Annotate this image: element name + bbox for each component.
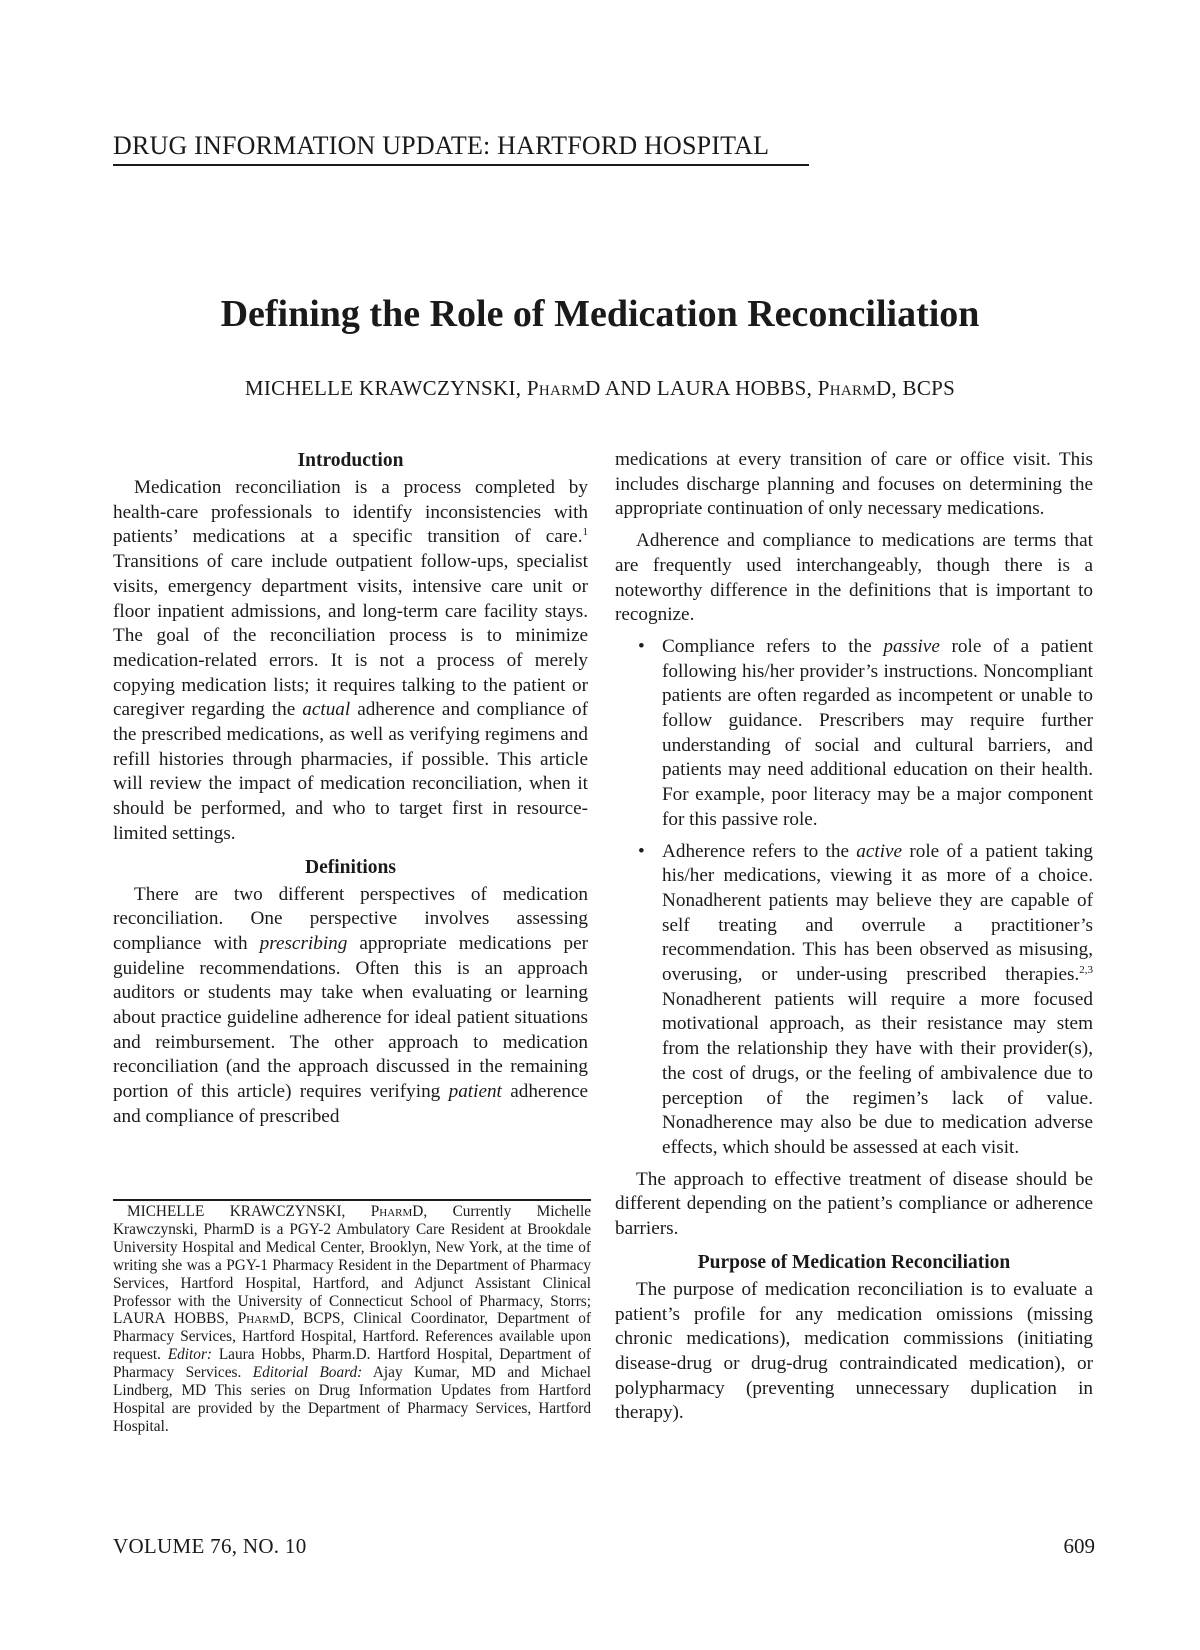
intro-text-a: Medication reconciliation is a process completed by health-care professionals to identify inconsistencies with patients’ medications at a specific transition of care. — [113, 477, 588, 548]
definitions-bullet-list — [615, 635, 1093, 1161]
adherence-emphasis: active — [856, 840, 903, 862]
compliance-emphasis: passive — [883, 635, 940, 657]
definitions-paragraph-1-continued: medications at every transition of care or office visit. This includes discharge planning and focuses on determining the appropriate continuation of only necessary medications. — [615, 449, 1093, 520]
definitions-paragraph-1-start — [113, 883, 588, 1130]
footnote-credential-1: PharmD — [370, 1203, 424, 1220]
ref-2-3: 2,3 — [1079, 964, 1093, 977]
author-line — [0, 376, 1200, 401]
author-conjunction: AND LAURA HOBBS, — [604, 376, 813, 400]
def-text-c-left: adherence and compliance of prescribed — [113, 1081, 588, 1127]
def-emphasis-patient: patient — [448, 1081, 502, 1103]
footnote-editor-label: Editor: — [167, 1346, 213, 1364]
article-title: Defining the Role of Medication Reconciliation — [220, 293, 980, 335]
footnote-text-e: Ajay Kumar, MD and Michael Lindberg, MD This series on Drug Information Updates from Hartford Hospital are provided by the Department of Pharmacy Services, Hartford Hospital. — [113, 1364, 591, 1435]
compliance-text-a: Compliance refers to the — [662, 635, 884, 657]
intro-emphasis: actual — [302, 699, 351, 721]
introduction-heading: Introduction — [297, 450, 404, 471]
page-number: 609 — [1063, 1534, 1095, 1558]
footnote-text-c: , BCPS, Clinical Coordinator, Department of Pharmacy Services, Hartford Hospital, Hartford. References available upon request. — [113, 1310, 592, 1364]
definitions-heading: Definitions — [304, 856, 396, 878]
definitions-paragraph-3: The approach to effective treatment of disease should be different depending on the patient’s compliance or adherence barriers. — [615, 1168, 1093, 1240]
intro-text-c: adherence and compliance of the prescribed medications, as well as verifying regimens and refill histories through pharmacies, if possible. This article will review the impact of medication reconciliation, when it should be performed, and who to target first in resource-limited settings. — [113, 699, 588, 844]
compliance-text-b: role of a patient following his/her provider’s instructions. Noncompliant patients are often regarded as incompetent or unable to follow guidance. Prescribers may require further understanding of social and cultural barriers, and patients may need additional education on their health. For example, poor literacy may be a major component for this passive role. — [662, 635, 1094, 830]
right-column — [615, 448, 1093, 1426]
bullet-adherence — [638, 840, 1093, 1161]
section-header: DRUG INFORMATION UPDATE: HARTFORD HOSPITAL — [113, 131, 770, 160]
intro-text-b: Transitions of care include outpatient follow-ups, specialist visits, emergency department visits, intensive care unit or floor inpatient admissions, and long-term care facility stays. The goal of the reconciliation process is to minimize medication-related errors. It is not a process of merely copying medication lists; it requires talking to the patient or caregiver regarding the — [113, 551, 588, 721]
bullet-compliance — [638, 635, 1094, 833]
footnote-credential-2: PharmD — [237, 1310, 291, 1328]
adherence-text-c: Nonadherent patients will require a more focused motivational approach, as their resistance may stem from the relationship they have with their provider(s), the cost of drugs, or the feeling of ambivalence due to perception of the regimen’s lack of value. Nonadherence may also be due to medication adverse effects, which should be assessed at each visit. — [662, 988, 1093, 1158]
footnote-board-label: Editorial Board: — [252, 1364, 363, 1382]
adherence-text-a: Adherence refers to the — [662, 840, 857, 862]
definitions-paragraph-2: Adherence and compliance to medications are terms that are frequently used interchangeably, though there is a noteworthy difference in the definitions that is important to recognize. — [615, 530, 1093, 626]
bullet-dot: • — [638, 635, 645, 657]
footnote-text-b: , Currently Michelle Krawczynski, PharmD is a PGY-2 Ambulatory Care Resident at Brookdale University Hospital and Medical Center, Brooklyn, New York, at the time of writing she was a PGY-1 Pharmacy Resident in the Department of Pharmacy Services, Hartford Hospital, Hartford, and Adjunct Assistant Clinical Professor with the University of Connecticut School of Pharmacy, Storrs; LAURA HOBBS, — [113, 1203, 591, 1328]
volume-info: VOLUME 76, NO. 10 — [113, 1534, 307, 1558]
author-2-credential: PharmD — [817, 376, 892, 400]
left-column — [113, 448, 588, 1130]
purpose-paragraph: The purpose of medication reconciliation is to evaluate a patient’s profile for any medication omissions (missing chronic medications), medication commissions (initiating disease-drug or drug-drug contraindicated medication), or polypharmacy (preventing unnecessary duplication in therapy). — [615, 1278, 1093, 1424]
footnote-text-a: MICHELLE KRAWCZYNSKI, — [127, 1203, 371, 1220]
def-text-a: There are two different perspectives of medication reconciliation. One perspective involves assessing compliance with — [113, 883, 588, 954]
footnote-text-d: Laura Hobbs, Pharm.D. Hartford Hospital, Department of Pharmacy Services. — [113, 1346, 591, 1382]
ref-1: 1 — [582, 526, 588, 539]
footnote-rule — [113, 1199, 591, 1201]
bullet-dot: • — [638, 840, 645, 862]
introduction-paragraph — [113, 476, 588, 847]
author-1-name: MICHELLE KRAWCZYNSKI, — [244, 376, 522, 400]
author-1-credential: PharmD — [526, 376, 601, 400]
def-text-b: appropriate medications per guideline recommendations. Often this is an approach auditors or students may take when evaluating or learning about practice guideline adherence for ideal patient situations and reimbursement. The other approach to medication reconciliation (and the approach discussed in the remaining portion of this article) requires verifying — [113, 932, 588, 1103]
header-rule — [113, 164, 809, 166]
def-emphasis-prescribing: prescribing — [259, 932, 348, 954]
adherence-text-b: role of a patient taking his/her medications, viewing it as more of a choice. Nonadherent patients may believe they are capable of self treating and overrule a practitioner’s recommendation. This has been observed as misusing, overusing, or under-using prescribed therapies. — [662, 840, 1093, 986]
author-footnote — [113, 1203, 591, 1436]
purpose-heading: Purpose of Medication Reconciliation — [697, 1251, 1011, 1273]
author-2-suffix: , BCPS — [891, 376, 956, 400]
